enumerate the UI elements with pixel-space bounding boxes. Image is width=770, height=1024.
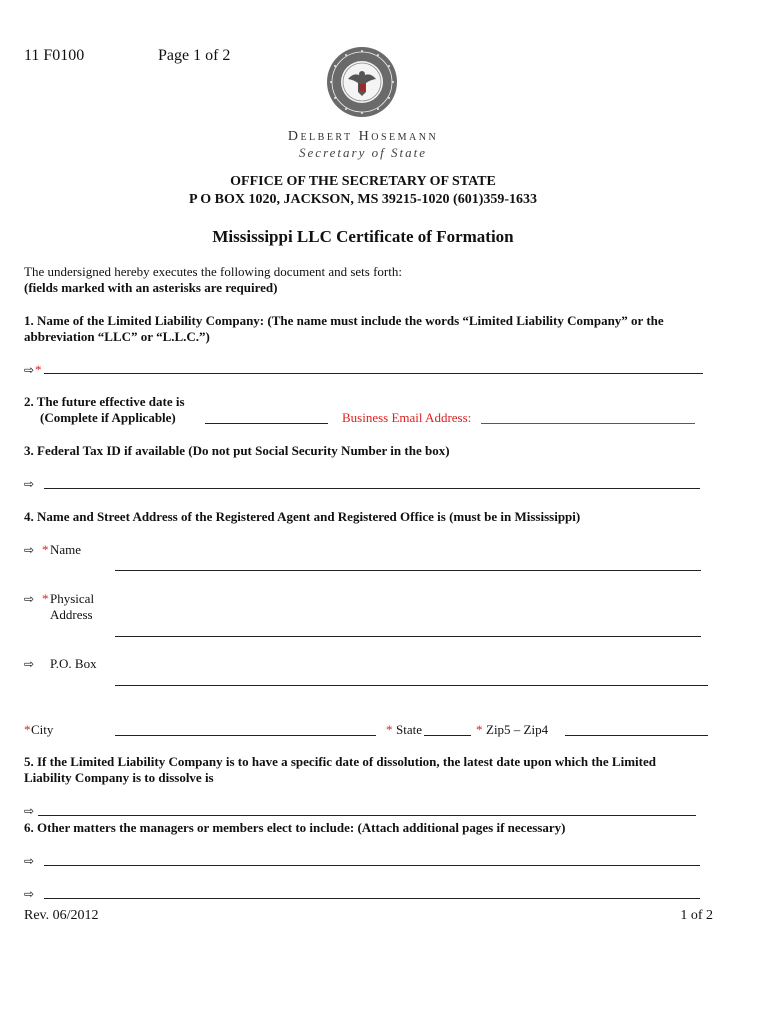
pobox-label: P.O. Box: [50, 656, 97, 671]
required-note: (fields marked with an asterisks are required): [24, 280, 278, 295]
arrow-icon: ⇨: [24, 804, 35, 818]
required-asterisk: *: [24, 722, 31, 737]
official-title: Secretary of State: [299, 145, 427, 160]
arrow-icon: ⇨: [24, 363, 35, 377]
arrow-icon: ⇨: [24, 543, 35, 557]
zip-label: Zip5 – Zip4: [486, 722, 549, 737]
required-asterisk: *: [35, 362, 42, 377]
office-address: P O BOX 1020, JACKSON, MS 39215-1020 (601)359-1633: [188, 192, 538, 207]
pobox-input[interactable]: [117, 671, 706, 687]
business-email-input[interactable]: [483, 409, 693, 425]
q5-label: 5. If the Limited Liability Company is to have a specific date of dissolution, the latest date upon which the Limited: [24, 754, 656, 769]
required-asterisk: *: [476, 722, 483, 737]
required-asterisk: *: [386, 722, 393, 737]
q6-label: 6. Other matters the managers or members elect to include: (Attach additional pages if necessary): [24, 820, 566, 835]
arrow-icon: ⇨: [24, 592, 35, 606]
form-code: 11 F0100: [24, 47, 85, 64]
tax-id-input[interactable]: [46, 474, 698, 490]
address-label: Address: [50, 607, 93, 622]
revision-date: Rev. 06/2012: [24, 908, 99, 923]
city-label: City: [31, 722, 54, 737]
q2-label-cont: (Complete if Applicable): [40, 410, 176, 425]
required-asterisk: *: [42, 591, 49, 606]
zip-input[interactable]: [567, 721, 706, 737]
business-email-label: Business Email Address:: [342, 410, 472, 425]
required-asterisk: *: [42, 542, 49, 557]
physical-address-input[interactable]: [117, 622, 699, 638]
other-matters-input-1[interactable]: [46, 851, 698, 867]
dissolution-date-input[interactable]: [40, 801, 694, 817]
q1-label-cont: abbreviation “LLC” or “L.L.C.”): [24, 329, 210, 344]
footer-page-number: 1 of 2: [680, 908, 713, 923]
page-label: Page 1 of 2: [158, 47, 231, 64]
city-input[interactable]: [117, 721, 374, 737]
q3-label: 3. Federal Tax ID if available (Do not put Social Security Number in the box): [24, 443, 450, 458]
state-seal-icon: [326, 46, 398, 118]
arrow-icon: ⇨: [24, 477, 35, 491]
q1-label: 1. Name of the Limited Liability Company: (The name must include the words “Limited Liability Company” or the: [24, 313, 664, 328]
llc-name-input[interactable]: [46, 359, 701, 375]
physical-label: Physical: [50, 591, 95, 606]
official-name: Delbert Hosemann: [287, 129, 439, 144]
arrow-icon: ⇨: [24, 887, 35, 901]
arrow-icon: ⇨: [24, 657, 35, 671]
page-title: Mississippi LLC Certificate of Formation: [212, 227, 514, 246]
intro-text: The undersigned hereby executes the following document and sets forth:: [24, 264, 402, 279]
agent-name-input[interactable]: [117, 556, 699, 572]
other-matters-input-2[interactable]: [46, 884, 698, 900]
q2-label: 2. The future effective date is: [24, 394, 185, 409]
office-name: OFFICE OF THE SECRETARY OF STATE: [230, 174, 496, 189]
q4-label: 4. Name and Street Address of the Registered Agent and Registered Office is (must be in Mississippi): [24, 509, 581, 524]
state-input[interactable]: [426, 721, 469, 737]
agent-name-label: Name: [50, 542, 82, 557]
q5-label-cont: Liability Company is to dissolve is: [24, 770, 214, 785]
arrow-icon: ⇨: [24, 854, 35, 868]
effective-date-input[interactable]: [207, 409, 326, 425]
state-label: State: [396, 722, 422, 737]
